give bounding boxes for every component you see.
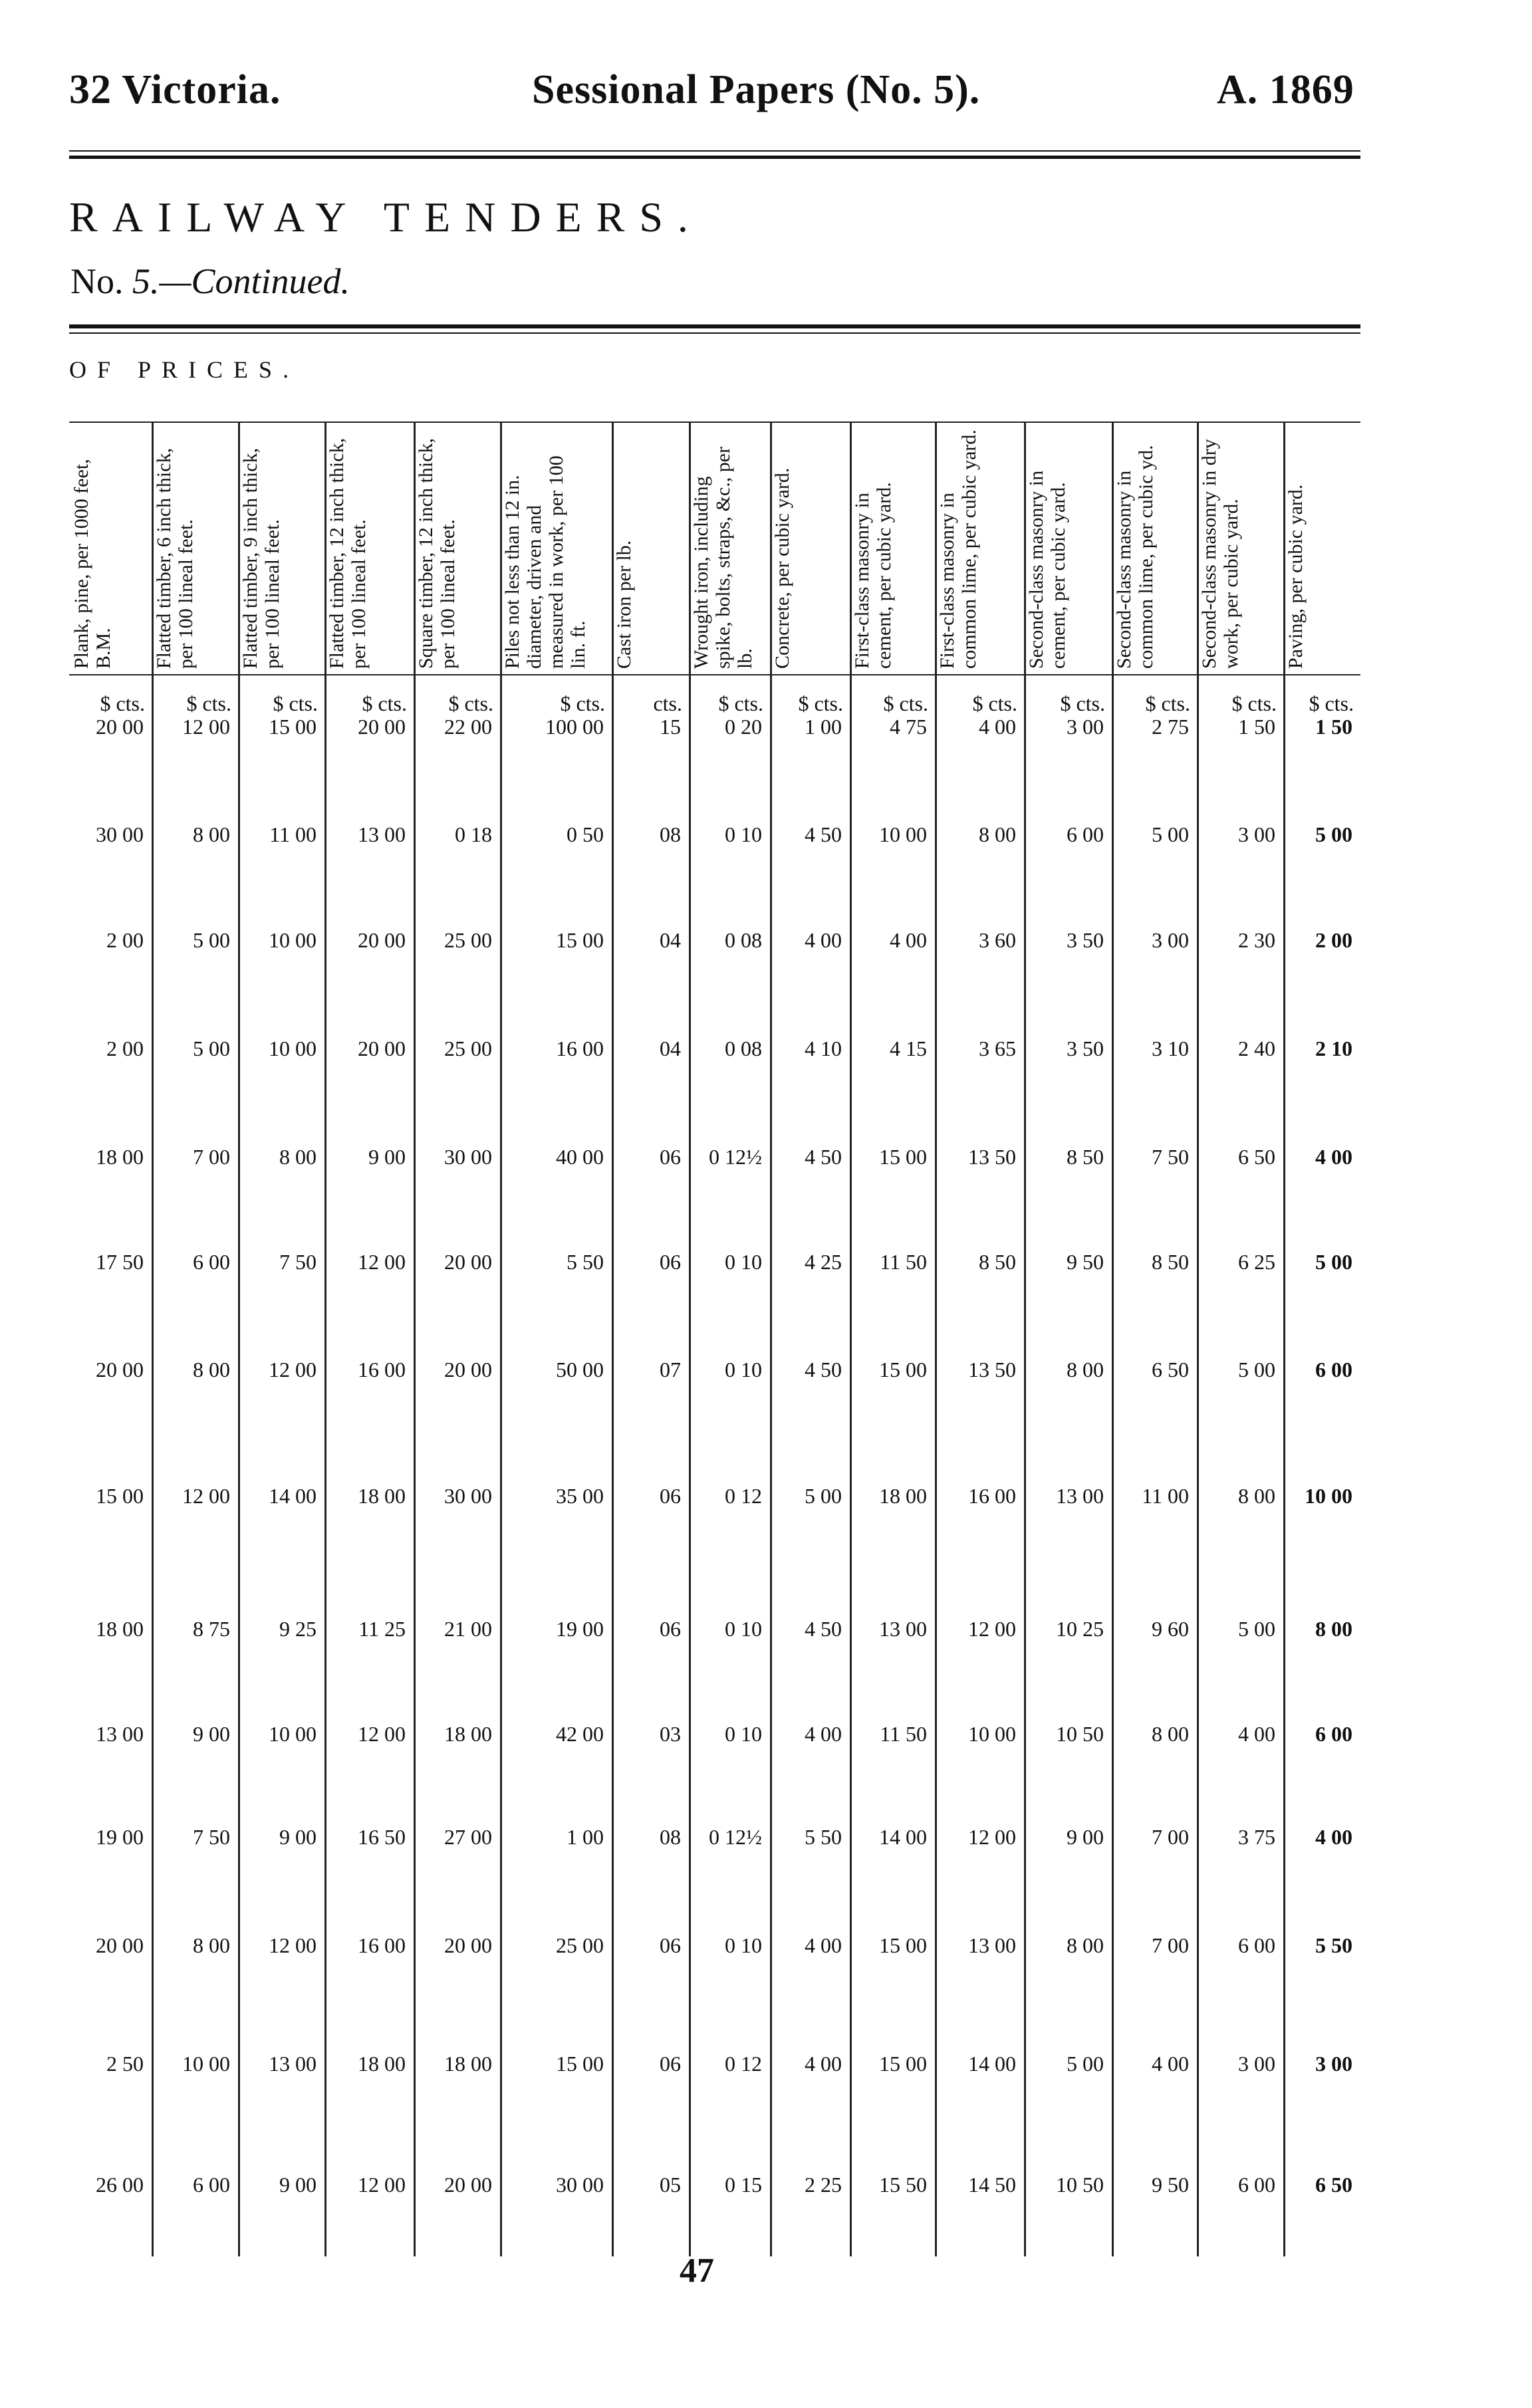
table-cell: 9 50 <box>1067 1250 1104 1274</box>
table-cell: 6 00 <box>193 1250 230 1274</box>
column-header-label: Flatted timber, 9 inch thick, per 100 lineal feet. <box>239 447 283 669</box>
table-cell: 8 00 <box>1067 1933 1104 1957</box>
table-cell: 0 10 <box>725 822 762 846</box>
table-cell: 11 25 <box>358 1617 406 1641</box>
table-cell: 16 00 <box>556 1036 604 1060</box>
table-cell: 30 00 <box>444 1484 492 1508</box>
table-cell: 8 00 <box>279 1145 317 1169</box>
table-top-rule <box>69 421 1360 423</box>
column-header-label: Flatted timber, 12 inch thick, per 100 lineal feet. <box>326 437 370 669</box>
header-rule-thin <box>69 150 1360 152</box>
table-cell: 3 00 <box>1152 928 1189 952</box>
column-header-label: Flatted timber, 6 inch thick, per 100 lineal feet. <box>153 447 197 669</box>
table-cell: 8 00 <box>1067 1358 1104 1382</box>
table-cell: 8 00 <box>979 822 1016 846</box>
table-cell: 6 00 <box>193 2173 230 2197</box>
table-cell: 11 00 <box>269 822 317 846</box>
table-cell: 4 50 <box>805 822 842 846</box>
table-cell: 10 50 <box>1056 1722 1104 1746</box>
table-cell: 15 00 <box>556 2052 604 2076</box>
table-cell: 3 65 <box>979 1036 1016 1060</box>
table-cell: 2 40 <box>1238 1036 1275 1060</box>
table-cell: 4 00 <box>1315 1145 1352 1169</box>
table-cell: 0 18 <box>455 822 492 846</box>
table-cell: 10 00 <box>269 928 317 952</box>
table-cell: 3 50 <box>1067 1036 1104 1060</box>
table-cell: 17 50 <box>96 1250 144 1274</box>
table-cell: 35 00 <box>556 1484 604 1508</box>
table-cell: 1 50 <box>1238 715 1275 739</box>
table-cell: 06 <box>660 2052 681 2076</box>
table-cell: 16 00 <box>358 1358 406 1382</box>
page-number: 47 <box>680 2252 714 2290</box>
column-header <box>612 425 689 673</box>
table-cell: 7 50 <box>1152 1145 1189 1169</box>
table-cell: 3 60 <box>979 928 1016 952</box>
table-cell: 9 60 <box>1152 1617 1189 1641</box>
table-cell: 15 00 <box>556 928 604 952</box>
table-cell: 16 00 <box>968 1484 1016 1508</box>
table-cell: 04 <box>660 1036 681 1060</box>
table-cell: 4 10 <box>805 1036 842 1060</box>
column-header <box>500 425 612 673</box>
table-cell: 4 50 <box>805 1358 842 1382</box>
page-subtitle <box>70 261 350 302</box>
table-cell: 25 00 <box>556 1933 604 1957</box>
column-unit-label: $ cts. <box>100 691 145 715</box>
table-cell: 12 00 <box>358 2173 406 2197</box>
table-cell: 20 00 <box>96 715 144 739</box>
column-header <box>1197 425 1283 673</box>
table-cell: 5 00 <box>1238 1358 1275 1382</box>
title-rule-thin <box>69 332 1360 334</box>
table-cell: 13 00 <box>269 2052 317 2076</box>
table-cell: 10 00 <box>879 822 927 846</box>
column-header <box>1112 425 1197 673</box>
table-cell: 0 50 <box>567 822 604 846</box>
table-cell: 15 <box>660 715 681 739</box>
table-cell: 12 00 <box>182 1484 230 1508</box>
column-unit-label: $ cts. <box>1145 691 1190 715</box>
table-cell: 9 00 <box>193 1722 230 1746</box>
table-cell: 30 00 <box>444 1145 492 1169</box>
table-cell: 50 00 <box>556 1358 604 1382</box>
table-cell: 18 00 <box>358 2052 406 2076</box>
table-cell: 18 00 <box>96 1145 144 1169</box>
column-unit-label: $ cts. <box>798 691 843 715</box>
subtitle-prefix: No. <box>70 261 132 301</box>
column-header <box>770 425 850 673</box>
table-cell: 14 50 <box>968 2173 1016 2197</box>
table-cell: 4 00 <box>805 2052 842 2076</box>
table-cell: 03 <box>660 1722 681 1746</box>
table-cell: 9 00 <box>368 1145 406 1169</box>
column-header-label: Plank, pine, per 1000 feet, B.M. <box>70 459 114 669</box>
table-cell: 0 10 <box>725 1617 762 1641</box>
table-cell: 6 00 <box>1238 2173 1275 2197</box>
table-cell: 16 00 <box>358 1933 406 1957</box>
column-header-label: Wrought iron, including spike, bolts, straps, &c., per lb. <box>690 446 756 669</box>
table-cell: 2 00 <box>106 928 144 952</box>
table-cell: 07 <box>660 1358 681 1382</box>
table-cell: 4 00 <box>979 715 1016 739</box>
table-cell: 30 00 <box>96 822 144 846</box>
table-cell: 2 50 <box>106 2052 144 2076</box>
table-cell: 10 50 <box>1056 2173 1104 2197</box>
table-cell: 12 00 <box>968 1825 1016 1849</box>
table-cell: 4 00 <box>805 1933 842 1957</box>
section-heading: OF PRICES. <box>69 356 300 383</box>
table-cell: 10 25 <box>1056 1617 1104 1641</box>
column-header-label: Square timber, 12 inch thick, per 100 lineal feet. <box>415 437 459 669</box>
table-cell: 9 25 <box>279 1617 317 1641</box>
table-cell: 20 00 <box>358 715 406 739</box>
header-right: A. 1869 <box>1217 67 1354 112</box>
table-cell: 6 25 <box>1238 1250 1275 1274</box>
table-cell: 5 00 <box>1067 2052 1104 2076</box>
table-cell: 15 00 <box>879 1933 927 1957</box>
table-cell: 4 00 <box>1315 1825 1352 1849</box>
table-cell: 9 00 <box>279 1825 317 1849</box>
table-cell: 40 00 <box>556 1145 604 1169</box>
column-header <box>935 425 1024 673</box>
table-cell: 5 00 <box>1315 1250 1352 1274</box>
table-cell: 20 00 <box>358 928 406 952</box>
table-cell: 30 00 <box>556 2173 604 2197</box>
table-cell: 6 00 <box>1067 822 1104 846</box>
table-cell: 14 00 <box>269 1484 317 1508</box>
table-cell: 20 00 <box>444 2173 492 2197</box>
header-bottom-rule <box>69 674 1360 675</box>
table-cell: 4 50 <box>805 1617 842 1641</box>
table-cell: 2 75 <box>1152 715 1189 739</box>
table-cell: 0 10 <box>725 1358 762 1382</box>
table-cell: 12 00 <box>182 715 230 739</box>
table-cell: 2 25 <box>805 2173 842 2197</box>
table-cell: 5 00 <box>1315 822 1352 846</box>
column-unit-label: $ cts. <box>186 691 231 715</box>
table-cell: 9 00 <box>1067 1825 1104 1849</box>
table-cell: 4 15 <box>890 1036 927 1060</box>
table-cell: 0 10 <box>725 1250 762 1274</box>
table-cell: 10 00 <box>968 1722 1016 1746</box>
table-cell: 08 <box>660 1825 681 1849</box>
table-cell: 0 10 <box>725 1933 762 1957</box>
table-cell: 7 50 <box>279 1250 317 1274</box>
table-cell: 5 00 <box>1238 1617 1275 1641</box>
table-cell: 2 00 <box>1315 928 1352 952</box>
table-cell: 15 00 <box>879 1358 927 1382</box>
table-cell: 8 00 <box>1315 1617 1352 1641</box>
column-header <box>689 425 770 673</box>
table-cell: 16 50 <box>358 1825 406 1849</box>
table-cell: 7 00 <box>1152 1933 1189 1957</box>
table-cell: 12 00 <box>968 1617 1016 1641</box>
table-cell: 0 08 <box>725 928 762 952</box>
table-cell: 0 15 <box>725 2173 762 2197</box>
table-cell: 12 00 <box>358 1250 406 1274</box>
table-cell: 0 08 <box>725 1036 762 1060</box>
table-cell: 15 50 <box>879 2173 927 2197</box>
table-cell: 1 00 <box>805 715 842 739</box>
table-cell: 8 00 <box>1152 1722 1189 1746</box>
table-cell: 22 00 <box>444 715 492 739</box>
table-cell: 42 00 <box>556 1722 604 1746</box>
table-cell: 15 00 <box>269 715 317 739</box>
table-cell: 06 <box>660 1145 681 1169</box>
table-cell: 06 <box>660 1484 681 1508</box>
column-header <box>1283 425 1360 673</box>
column-unit-label: $ cts. <box>718 691 763 715</box>
column-header <box>238 425 324 673</box>
column-unit-label: $ cts. <box>448 691 493 715</box>
table-cell: 11 50 <box>880 1722 927 1746</box>
table-cell: 25 00 <box>444 1036 492 1060</box>
table-cell: 5 50 <box>805 1825 842 1849</box>
header-center: Sessional Papers (No. 5). <box>532 67 981 112</box>
table-cell: 5 00 <box>193 928 230 952</box>
table-cell: 13 50 <box>968 1358 1016 1382</box>
table-cell: 13 50 <box>968 1145 1016 1169</box>
table-cell: 6 50 <box>1238 1145 1275 1169</box>
table-cell: 14 00 <box>879 1825 927 1849</box>
column-header-label: First-class masonry in common lime, per cubic yard. <box>936 429 980 669</box>
column-unit-label: $ cts. <box>883 691 928 715</box>
page-title: RAILWAY TENDERS. <box>69 193 703 241</box>
table-cell: 10 00 <box>269 1722 317 1746</box>
table-cell: 19 00 <box>556 1617 604 1641</box>
table-cell: 10 00 <box>269 1036 317 1060</box>
column-unit-label: $ cts. <box>273 691 318 715</box>
column-header <box>850 425 935 673</box>
table-cell: 26 00 <box>96 2173 144 2197</box>
table-cell: 7 50 <box>193 1825 230 1849</box>
column-header-label: Concrete, per cubic yard. <box>771 467 793 669</box>
header-rule-thick <box>69 156 1360 159</box>
column-header-label: Cast iron per lb. <box>613 540 635 669</box>
table-cell: 0 12 <box>725 1484 762 1508</box>
table-cell: 5 50 <box>1315 1933 1352 1957</box>
table-cell: 3 75 <box>1238 1825 1275 1849</box>
table-cell: 19 00 <box>96 1825 144 1849</box>
table-cell: 0 12½ <box>709 1825 762 1849</box>
table-cell: 6 00 <box>1315 1722 1352 1746</box>
table-cell: 4 00 <box>1152 2052 1189 2076</box>
table-cell: 15 00 <box>879 1145 927 1169</box>
table-cell: 3 00 <box>1238 822 1275 846</box>
table-cell: 27 00 <box>444 1825 492 1849</box>
table-cell: 8 50 <box>1152 1250 1189 1274</box>
column-unit-label: $ cts. <box>1231 691 1277 715</box>
table-cell: 2 00 <box>106 1036 144 1060</box>
table-cell: 2 30 <box>1238 928 1275 952</box>
table-cell: 4 50 <box>805 1145 842 1169</box>
table-cell: 12 00 <box>269 1933 317 1957</box>
table-cell: 0 12 <box>725 2052 762 2076</box>
table-cell: 2 10 <box>1315 1036 1352 1060</box>
table-cell: 25 00 <box>444 928 492 952</box>
table-cell: 15 00 <box>96 1484 144 1508</box>
table-cell: 11 50 <box>880 1250 927 1274</box>
table-cell: 08 <box>660 822 681 846</box>
table-cell: 15 00 <box>879 2052 927 2076</box>
column-unit-label: $ cts. <box>1309 691 1354 715</box>
table-cell: 8 50 <box>979 1250 1016 1274</box>
table-cell: 4 00 <box>805 1722 842 1746</box>
table-cell: 8 00 <box>193 1933 230 1957</box>
table-cell: 13 00 <box>358 822 406 846</box>
table-cell: 20 00 <box>444 1358 492 1382</box>
table-cell: 20 00 <box>96 1933 144 1957</box>
table-cell: 11 00 <box>1142 1484 1189 1508</box>
table-cell: 4 75 <box>890 715 927 739</box>
table-cell: 6 50 <box>1152 1358 1189 1382</box>
table-cell: 0 20 <box>725 715 762 739</box>
title-rule-thick <box>69 324 1360 328</box>
table-cell: 4 00 <box>805 928 842 952</box>
column-unit-label: $ cts. <box>972 691 1017 715</box>
table-cell: 18 00 <box>444 1722 492 1746</box>
table-cell: 06 <box>660 1250 681 1274</box>
table-cell: 18 00 <box>96 1617 144 1641</box>
table-cell: 3 50 <box>1067 928 1104 952</box>
table-cell: 12 00 <box>358 1722 406 1746</box>
column-header <box>414 425 500 673</box>
column-header <box>1024 425 1112 673</box>
header-left: 32 Victoria. <box>69 67 281 112</box>
table-cell: 1 00 <box>567 1825 604 1849</box>
table-cell: 3 00 <box>1238 2052 1275 2076</box>
table-cell: 0 10 <box>725 1722 762 1746</box>
table-cell: 10 00 <box>1305 1484 1352 1508</box>
table-cell: 8 00 <box>193 822 230 846</box>
table-cell: 04 <box>660 928 681 952</box>
column-header-label: First-class masonry in cement, per cubic yard. <box>851 482 895 669</box>
column-header-label: Piles not less than 12 in. diameter, driven and measured in work, per 100 lin. ft. <box>501 455 589 669</box>
table-cell: 4 00 <box>890 928 927 952</box>
table-cell: 3 00 <box>1067 715 1104 739</box>
table-cell: 8 00 <box>193 1358 230 1382</box>
table-cell: 5 00 <box>193 1036 230 1060</box>
table-cell: 06 <box>660 1617 681 1641</box>
table-cell: 9 50 <box>1152 2173 1189 2197</box>
table-cell: 13 00 <box>879 1617 927 1641</box>
table-cell: 05 <box>660 2173 681 2197</box>
table-cell: 20 00 <box>444 1250 492 1274</box>
table-cell: 5 50 <box>567 1250 604 1274</box>
table-cell: 12 00 <box>269 1358 317 1382</box>
table-cell: 8 00 <box>1238 1484 1275 1508</box>
column-unit-label: $ cts. <box>560 691 605 715</box>
table-cell: 13 00 <box>1056 1484 1104 1508</box>
table-cell: 13 00 <box>96 1722 144 1746</box>
table-cell: 20 00 <box>358 1036 406 1060</box>
table-cell: 7 00 <box>193 1145 230 1169</box>
table-cell: 20 00 <box>444 1933 492 1957</box>
table-cell: 5 00 <box>805 1484 842 1508</box>
table-cell: 18 00 <box>358 1484 406 1508</box>
table-cell: 20 00 <box>96 1358 144 1382</box>
table-cell: 5 00 <box>1152 822 1189 846</box>
column-unit-label: $ cts. <box>1060 691 1105 715</box>
column-header-label: Second-class masonry in cement, per cubic yard. <box>1025 470 1069 669</box>
table-cell: 0 12½ <box>709 1145 762 1169</box>
table-cell: 18 00 <box>444 2052 492 2076</box>
table-cell: 06 <box>660 1933 681 1957</box>
table-cell: 21 00 <box>444 1617 492 1641</box>
column-header-label: Second-class masonry in common lime, per cubic yd. <box>1113 445 1157 669</box>
table-cell: 3 10 <box>1152 1036 1189 1060</box>
table-cell: 4 00 <box>1238 1722 1275 1746</box>
column-header <box>324 425 414 673</box>
column-header-label: Second-class masonry in dry work, per cubic yard. <box>1198 439 1242 669</box>
column-header <box>152 425 238 673</box>
table-cell: 8 75 <box>193 1617 230 1641</box>
table-cell: 14 00 <box>968 2052 1016 2076</box>
table-cell: 13 00 <box>968 1933 1016 1957</box>
subtitle-continued: 5.—Continued. <box>132 261 350 301</box>
table-cell: 9 00 <box>279 2173 317 2197</box>
table-cell: 1 50 <box>1315 715 1352 739</box>
table-cell: 100 00 <box>545 715 604 739</box>
table-cell: 7 00 <box>1152 1825 1189 1849</box>
column-unit-label: cts. <box>653 691 682 715</box>
table-cell: 10 00 <box>182 2052 230 2076</box>
table-cell: 18 00 <box>879 1484 927 1508</box>
column-unit-label: $ cts. <box>362 691 407 715</box>
table-cell: 6 00 <box>1315 1358 1352 1382</box>
table-cell: 8 50 <box>1067 1145 1104 1169</box>
table-cell: 6 00 <box>1238 1933 1275 1957</box>
table-cell: 4 25 <box>805 1250 842 1274</box>
column-header <box>69 425 152 673</box>
table-cell: 3 00 <box>1315 2052 1352 2076</box>
table-cell: 6 50 <box>1315 2173 1352 2197</box>
column-header-label: Paving, per cubic yard. <box>1285 484 1307 669</box>
